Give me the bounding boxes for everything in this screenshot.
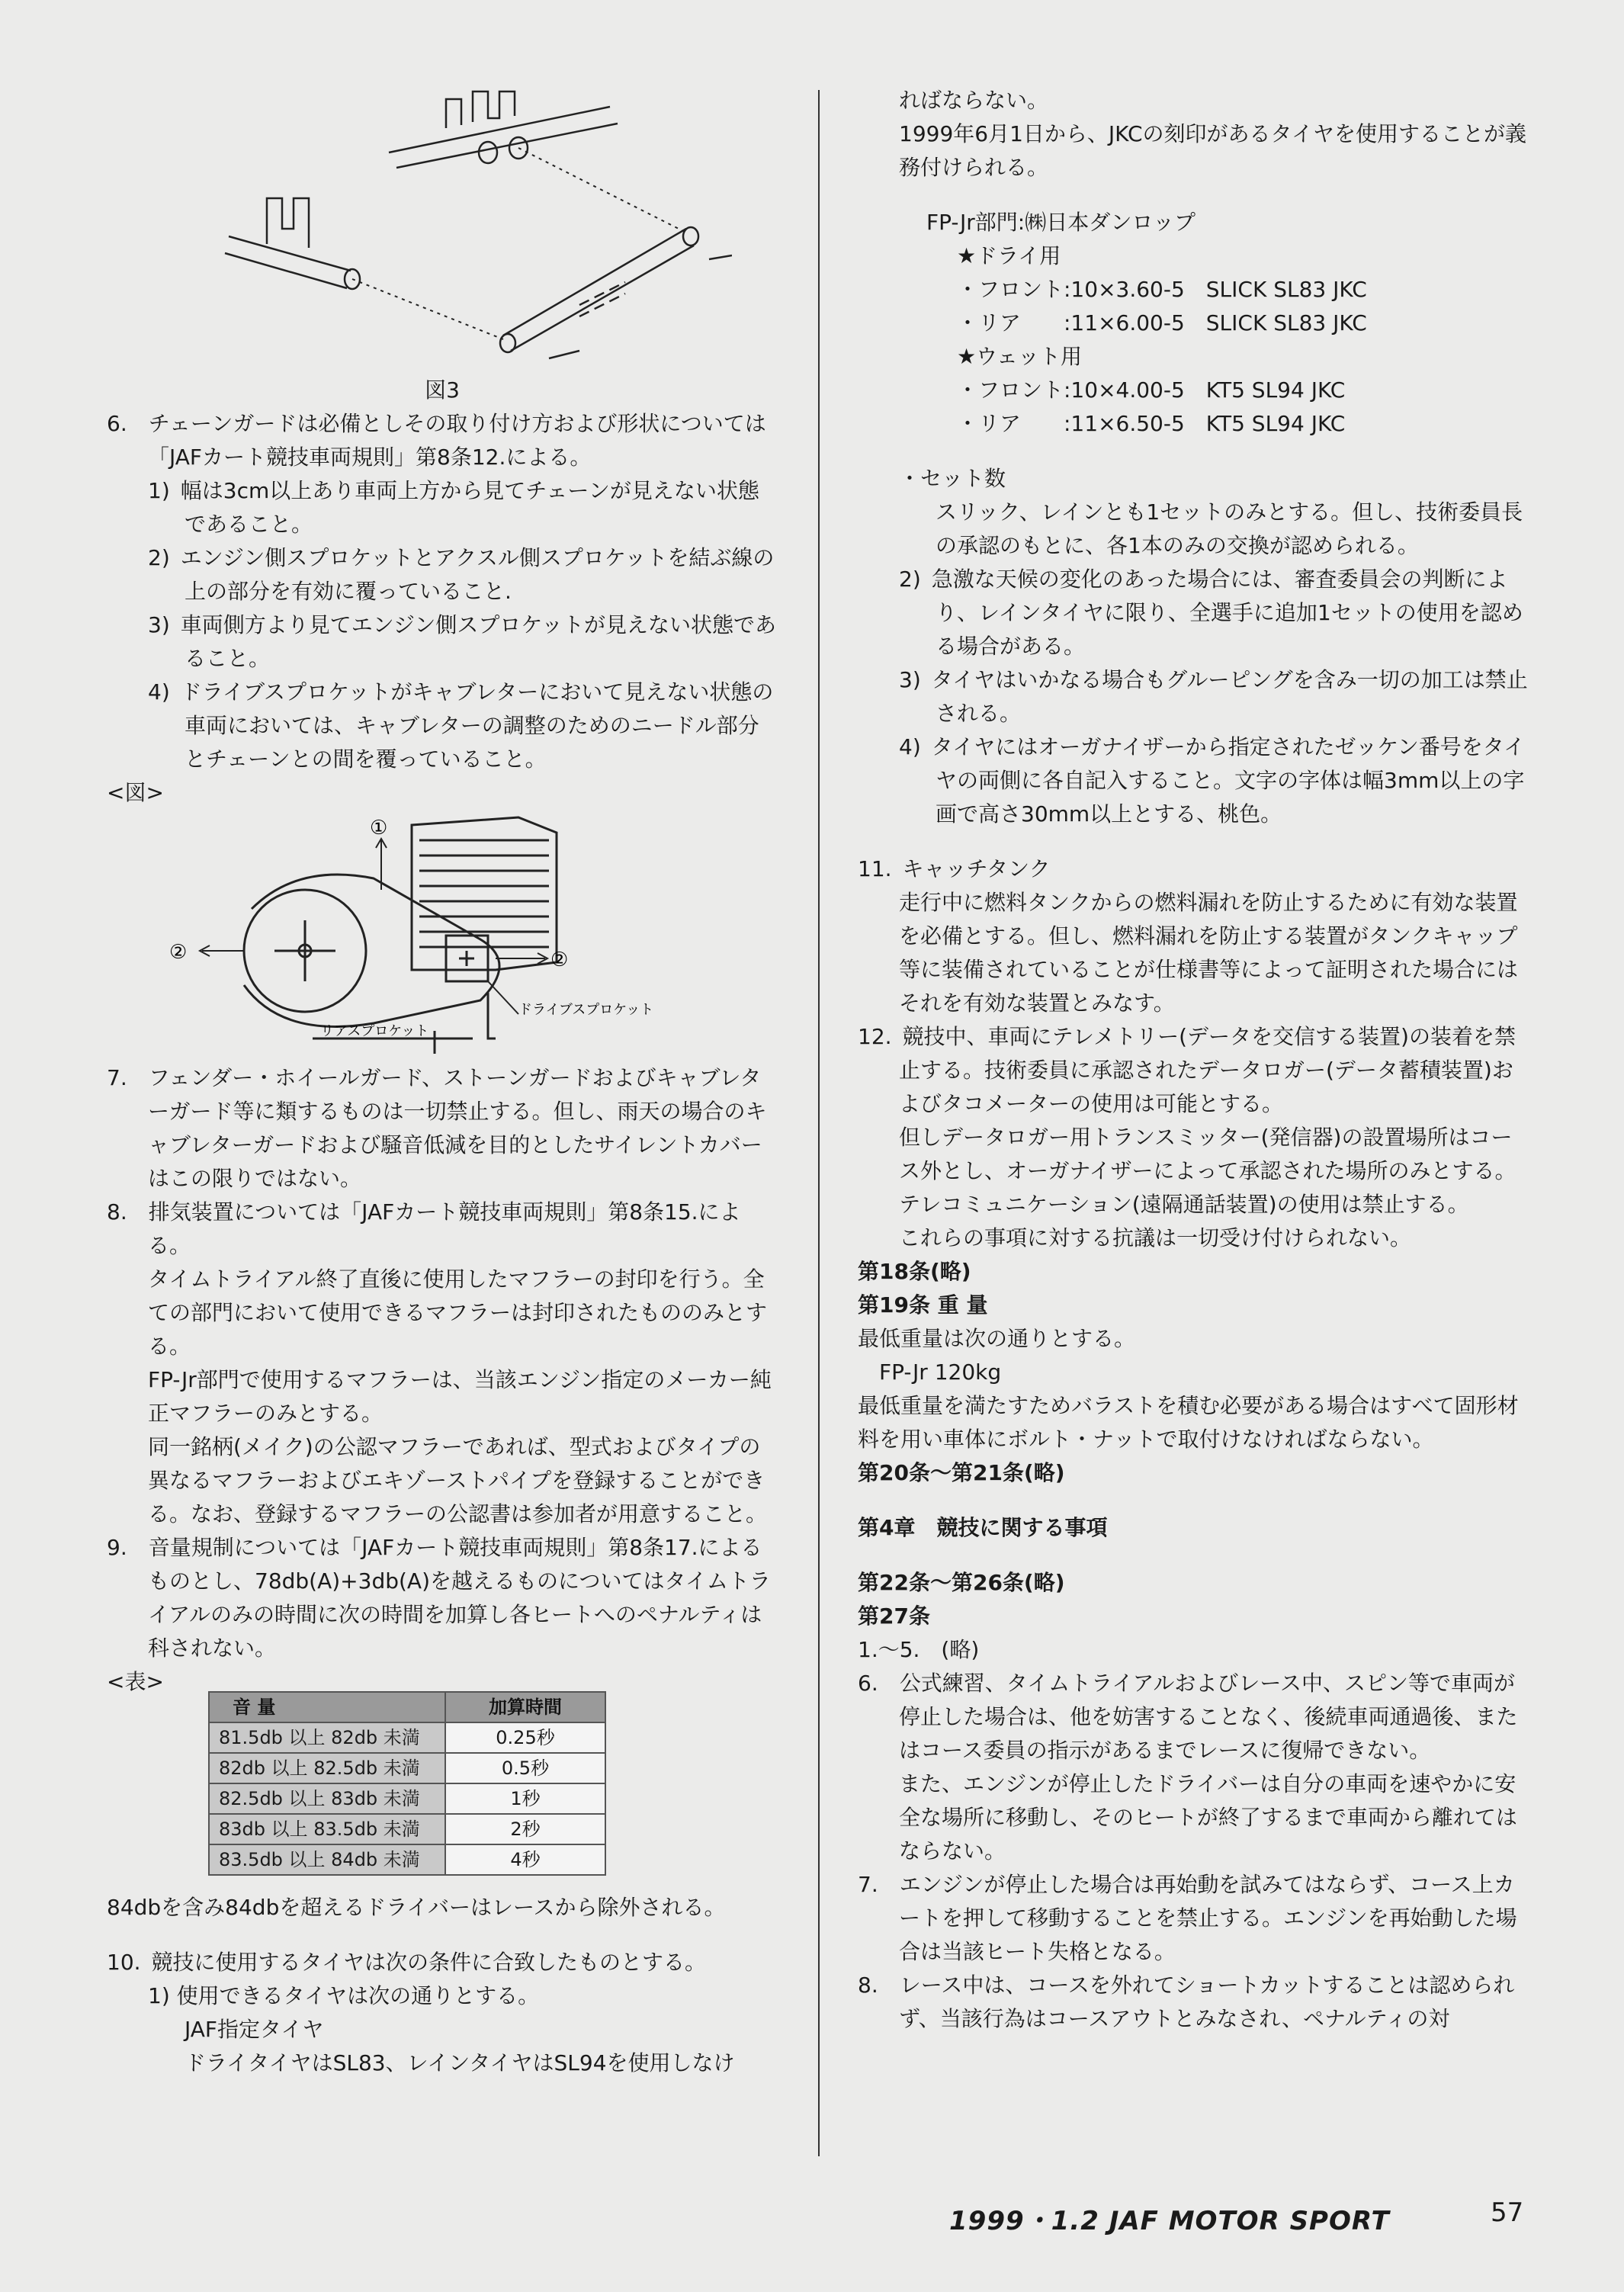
item-number: 7. <box>858 1872 878 1897</box>
article-27-item-6 <box>858 1667 1533 1767</box>
item-6-sub-3 <box>107 608 778 676</box>
item-10-dry-rain: ドライタイヤはSL83、レインタイヤはSL94を使用しなけ <box>185 2050 735 2075</box>
item-10-jaf-tires: JAF指定タイヤ <box>185 2017 324 2042</box>
article-27-item-8 <box>858 1969 1533 2036</box>
dry-rear-tire: ・リア :11×6.00-5 SLICK SL83 JKC <box>957 310 1367 335</box>
dry-front-tire: ・フロント:10×3.60-5 SLICK SL83 JKC <box>957 277 1367 302</box>
item-6-sub-4 <box>107 676 778 776</box>
wet-front-tire: ・フロント:10×4.00-5 KT5 SL94 JKC <box>957 377 1346 403</box>
item-11-number: 11. <box>858 856 892 881</box>
sub-number: 3) <box>148 612 170 637</box>
tire-sub-3 <box>858 663 1533 730</box>
tire-set-count-text: スリック、レインとも1セットのみとする。但し、技術委員長の承認のもとに、各1本のみの交換が認められる。 <box>936 499 1523 558</box>
figure-3-chain-guard-drawing <box>152 84 732 374</box>
sub-number: 4) <box>899 734 921 759</box>
item-8-text: 排気装置については「JAFカート競技車両規則」第8条15.による。 <box>148 1199 741 1258</box>
item-10-text: 競技に使用するタイヤは次の条件に合致したものとする。 <box>151 1950 706 1975</box>
dry-tire-heading: ★ドライ用 <box>957 243 1061 268</box>
sub-text: エンジン側スプロケットとアクスル側スプロケットを結ぶ線の上の部分を有効に覆っていること. <box>180 545 775 604</box>
item-6-number: 6. <box>107 411 127 436</box>
wet-rear-tire: ・リア :11×6.50-5 KT5 SL94 JKC <box>957 411 1346 436</box>
table-cell-time: 0.25秒 <box>445 1722 605 1753</box>
article-18: 第18条(略) <box>858 1259 971 1284</box>
article-20-21: 第20条〜第21条(略) <box>858 1460 1065 1485</box>
noise-penalty-table <box>208 1691 606 1876</box>
table-cell-time: 2秒 <box>445 1814 605 1844</box>
sub-text: 車両側方より見てエンジン側スプロケットが見えない状態であること。 <box>180 612 776 671</box>
diagram-mark-2-left: ② <box>169 941 188 964</box>
sub-text: タイヤにはオーガナイザーから指定されたゼッケン番号をタイヤの両側に各自記入すること。文字の字体は幅3mm以上の字画で高さ30mm以上とする、桃色。 <box>931 734 1526 827</box>
article-27-item-6-para: また、エンジンが停止したドライバーは自分の車両を速やかに安全な場所に移動し、そのヒートが終了するまで車両から離れてはならない。 <box>899 1771 1517 1863</box>
item-9-text: 音量規制については「JAFカート競技車両規則」第8条17.によるものとし、78db(A)+3db(A)を越えるものについてはタイムトライアルのみの時間に次の時間を加算し各ヒートへのペナルティは科されない。 <box>148 1535 771 1661</box>
item-8-para-3: 同一銘柄(メイク)の公認マフラーであれば、型式およびタイプの異なるマフラーおよびエキゾーストパイプを登録することができる。なお、登録するマフラーの公認書は参加者が用意すること。 <box>148 1434 768 1526</box>
item-8 <box>107 1196 778 1263</box>
item-11-title: キャッチタンク <box>902 856 1051 881</box>
item-12-para-2: テレコミュニケーション(遠隔通話装置)の使用は禁止する。 <box>899 1192 1469 1217</box>
table-label: <表> <box>107 1669 164 1694</box>
chain-guard-diagram <box>160 810 724 1061</box>
table-cell-volume: 82db 以上 82.5db 未満 <box>209 1753 445 1783</box>
table-cell-volume: 81.5db 以上 82db 未満 <box>209 1722 445 1753</box>
table-row <box>209 1844 605 1875</box>
table-cell-volume: 83.5db 以上 84db 未満 <box>209 1844 445 1875</box>
table-row <box>209 1722 605 1753</box>
item-10-sub-1: 1) 使用できるタイヤは次の通りとする。 <box>148 1983 540 2008</box>
magazine-footer: 1999・1.2 JAF MOTOR SPORT <box>949 2206 1390 2236</box>
item-7-text: フェンダー・ホイールガード、ストーンガードおよびキャブレターガード等に類するものは一切禁止する。但し、雨天の場合のキャブレターガードおよび騒音低減を目的としたサイレントカバーはこの限りではない。 <box>148 1065 767 1191</box>
article-19-heading: 第19条 重 量 <box>858 1292 988 1318</box>
figure-label: <図> <box>107 780 164 805</box>
figure-3-caption: 図3 <box>425 377 460 403</box>
item-6-sub-1 <box>107 474 778 541</box>
after-table-note: 84dbを含み84dbを超えるドライバーはレースから除外される。 <box>107 1895 726 1920</box>
item-9-number: 9. <box>107 1535 127 1560</box>
tire-sub-2 <box>858 563 1533 663</box>
item-7-number: 7. <box>107 1065 127 1090</box>
item-10 <box>107 1946 778 1979</box>
jkc-requirement: 1999年6月1日から、JKCの刻印があるタイヤを使用することが義務付けられる。 <box>899 121 1526 180</box>
sub-text: タイヤはいかなる場合もグルーピングを含み一切の加工は禁止される。 <box>931 667 1528 726</box>
table-row <box>209 1783 605 1814</box>
item-6-text: チェーンガードは必備としその取り付け方および形状については「JAFカート競技車両規則」第8条12.による。 <box>148 411 766 470</box>
item-9 <box>107 1531 778 1665</box>
item-7 <box>107 1061 778 1196</box>
table-header-volume: 音 量 <box>209 1692 445 1722</box>
table-row <box>209 1814 605 1844</box>
item-8-para-1: タイムトライアル終了直後に使用したマフラーの封印を行う。全ての部門において使用できるマフラーは封印されたもののみとする。 <box>148 1266 768 1359</box>
table-cell-time: 4秒 <box>445 1844 605 1875</box>
item-12-number: 12. <box>858 1024 892 1049</box>
sub-number: 1) <box>148 478 170 503</box>
diagram-drive-sprocket-label: ドライブスプロケット <box>518 1002 654 1018</box>
article-27-items-1-5: 1.〜5. (略) <box>858 1637 980 1662</box>
column-divider <box>818 90 820 2156</box>
diagram-rear-sprocket-label: リアスプロケット <box>320 1023 429 1039</box>
article-27-heading: 第27条 <box>858 1603 930 1629</box>
item-11-text: 走行中に燃料タンクからの燃料漏れを防止するために有効な装置を必備とする。但し、燃料漏れを防止する装置がタンクキャップ等に装備されていることが仕様書等によって証明された場合にはそれを有効な装置とみなす。 <box>899 890 1519 1016</box>
sub-number: 4) <box>148 679 170 705</box>
continued-line: ればならない。 <box>899 88 1049 113</box>
fpjr-tire-supplier: FP-Jr部門:㈱日本ダンロップ <box>926 210 1196 235</box>
article-22-26: 第22条〜第26条(略) <box>858 1570 1065 1595</box>
table-cell-time: 0.5秒 <box>445 1753 605 1783</box>
item-10-number: 10. <box>107 1950 141 1975</box>
tire-sub-4 <box>858 730 1533 831</box>
article-19-weight: FP-Jr 120kg <box>879 1359 1002 1385</box>
sub-number: 3) <box>899 667 921 692</box>
item-text: エンジンが停止した場合は再始動を試みてはならず、コース上カートを押して移動することを禁止する。エンジンを再始動した場合は当該ヒート失格となる。 <box>899 1872 1517 1964</box>
sub-number: 2) <box>148 545 170 570</box>
table-cell-volume: 83db 以上 83.5db 未満 <box>209 1814 445 1844</box>
table-cell-volume: 82.5db 以上 83db 未満 <box>209 1783 445 1814</box>
item-12-text: 競技中、車両にテレメトリー(データを交信する装置)の装着を禁止する。技術委員に承認されたデータロガー(データ蓄積装置)およびタコメーターの使用は可能とする。 <box>899 1024 1516 1116</box>
table-cell-time: 1秒 <box>445 1783 605 1814</box>
item-text: 公式練習、タイムトライアルおよびレース中、スピン等で車両が停止した場合は、他を妨害することなく、後続車両通過後、またはコース委員の指示があるまでレースに復帰できない。 <box>899 1671 1518 1763</box>
item-12-para-3: これらの事項に対する抗議は一切受け付けられない。 <box>899 1225 1412 1250</box>
article-19-text-2: 最低重量を満たすためバラストを積む必要がある場合はすべて固形材料を用い車体にボルト・ナットで取付けなければならない。 <box>858 1393 1519 1452</box>
item-8-para-2: FP-Jr部門で使用するマフラーは、当該エンジン指定のメーカー純正マフラーのみとする。 <box>148 1367 772 1426</box>
right-column <box>858 84 1533 2036</box>
left-column <box>107 84 778 2080</box>
diagram-mark-1: ① <box>370 817 388 839</box>
item-12-para-1: 但しデータロガー用トランスミッター(発信器)の設置場所はコース外とし、オーガナイザーによって承認された場所のみとする。 <box>899 1125 1516 1183</box>
page-number: 57 <box>1491 2197 1524 2228</box>
article-19-text: 最低重量は次の通りとする。 <box>858 1326 1136 1351</box>
article-27-item-7 <box>858 1868 1533 1969</box>
item-12 <box>858 1020 1533 1121</box>
sub-number: 2) <box>899 567 921 592</box>
item-11 <box>858 852 1533 886</box>
item-6-sub-2 <box>107 541 778 608</box>
item-number: 8. <box>858 1973 878 1998</box>
item-number: 6. <box>858 1671 878 1696</box>
tire-set-count-title: ・セット数 <box>899 466 1006 491</box>
table-header-row <box>209 1692 605 1722</box>
wet-tire-heading: ★ウェット用 <box>957 344 1082 369</box>
table-row <box>209 1753 605 1783</box>
chapter-4-heading: 第4章 競技に関する事項 <box>858 1515 1108 1540</box>
item-text: レース中は、コースを外れてショートカットすることは認められず、当該行為はコースアウトとみなされ、ペナルティの対 <box>899 1973 1515 2031</box>
sub-text: ドライブスプロケットがキャブレターにおいて見えない状態の車両においては、キャブレターの調整のためのニードル部分とチェーンとの間を覆っていること。 <box>180 679 774 772</box>
diagram-mark-2-right: ② <box>550 949 569 971</box>
item-6 <box>107 407 778 474</box>
item-8-number: 8. <box>107 1199 127 1225</box>
sub-text: 幅は3cm以上あり車両上方から見てチェーンが見えない状態であること。 <box>180 478 759 537</box>
table-header-added-time: 加算時間 <box>445 1692 605 1722</box>
sub-text: 急激な天候の変化のあった場合には、審査委員会の判断により、レインタイヤに限り、全選手に追加1セットの使用を認める場合がある。 <box>931 567 1523 659</box>
